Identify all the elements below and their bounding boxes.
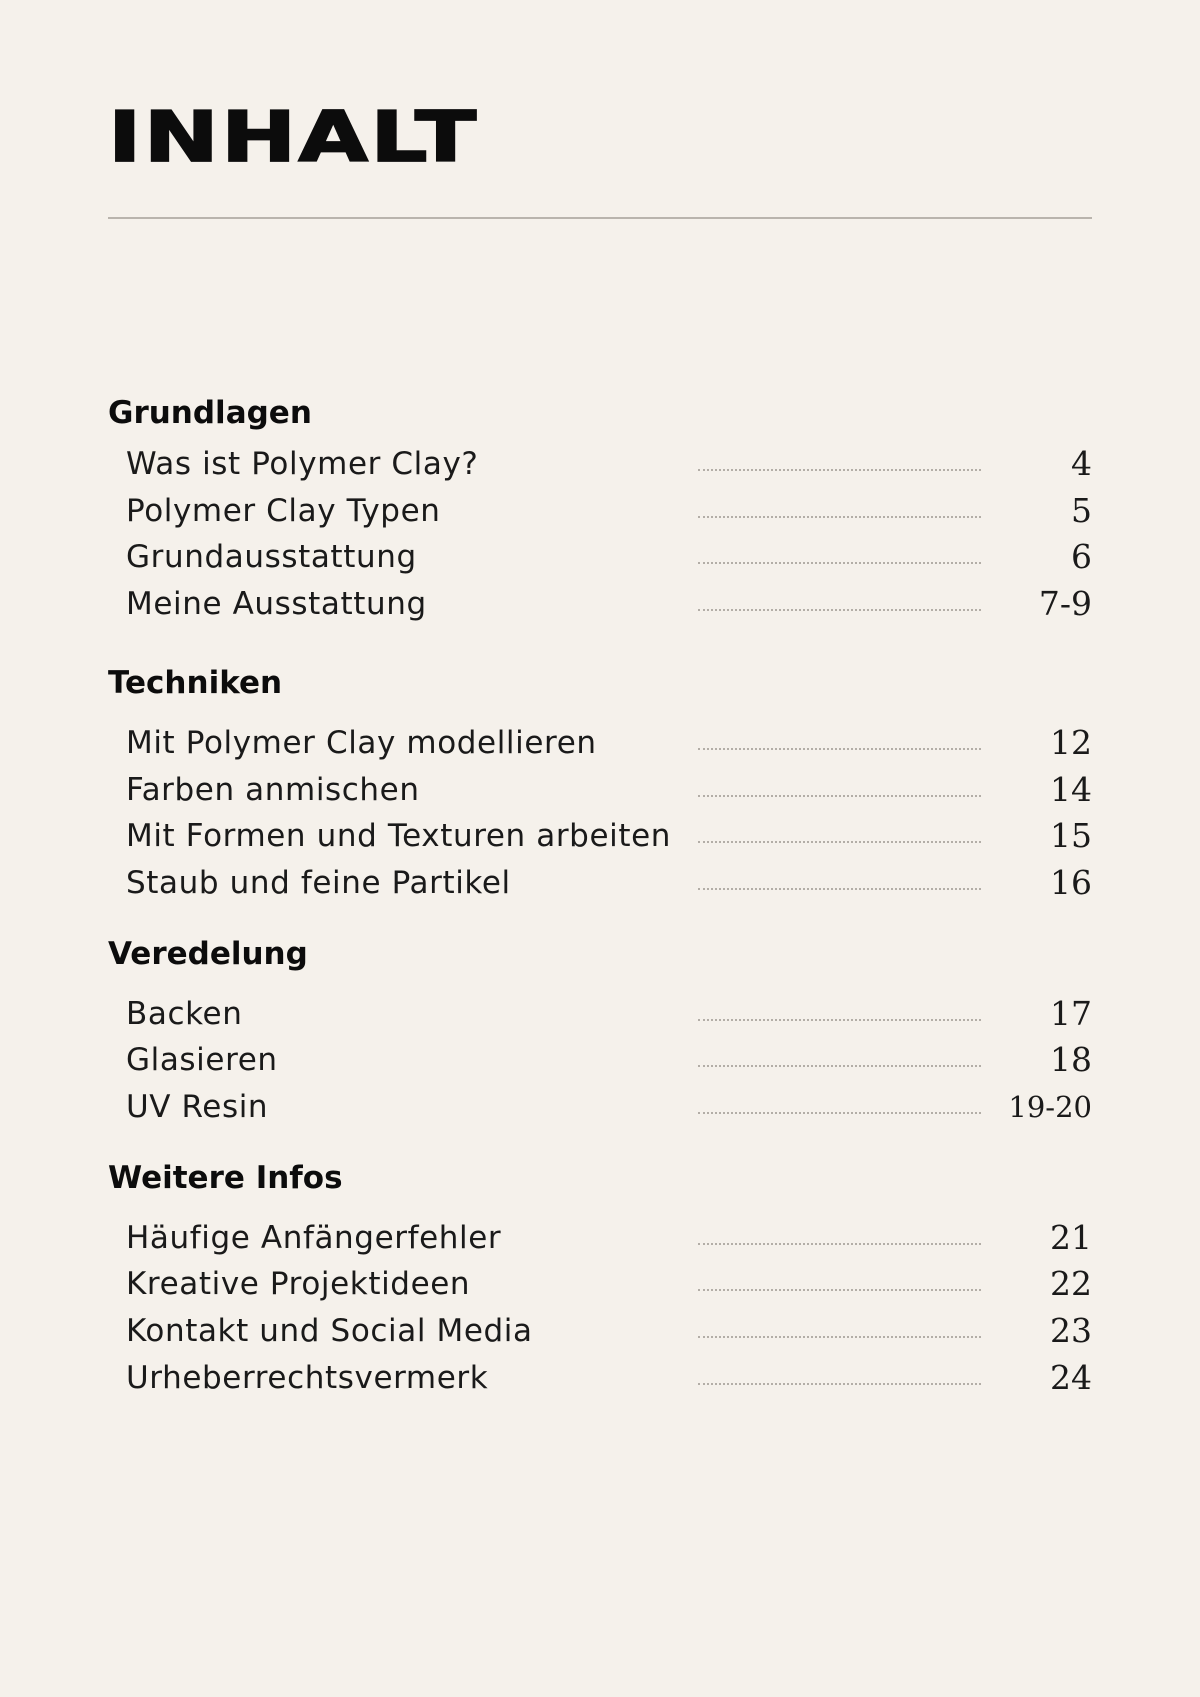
toc-entry-label: Mit Formen und Texturen arbeiten (126, 818, 672, 854)
toc-entry-page-number: 19-20 (1008, 1090, 1092, 1124)
dot-leader (698, 888, 981, 890)
toc-entry-page-number: 6 (1071, 537, 1092, 576)
dot-leader (698, 1383, 981, 1385)
dot-leader (698, 1065, 981, 1067)
toc-entry-label: Kreative Projektideen (126, 1266, 471, 1302)
dot-leader (698, 609, 981, 611)
toc-entry[interactable] (0, 1085, 1200, 1132)
dot-leader (698, 1112, 981, 1114)
toc-entry[interactable] (0, 582, 1200, 629)
dot-leader (698, 1019, 981, 1021)
toc-entry-page-number: 7-9 (1038, 584, 1092, 623)
toc-entry-page-number: 17 (1050, 994, 1092, 1033)
toc-entry-label: Backen (126, 996, 243, 1032)
dot-leader (698, 1336, 981, 1338)
section-heading: Techniken (108, 665, 283, 701)
toc-entry-label: Glasieren (126, 1042, 278, 1078)
dot-leader (698, 516, 981, 518)
dot-leader (698, 1289, 981, 1291)
toc-entry[interactable] (0, 442, 1200, 489)
toc-entry-page-number: 16 (1050, 863, 1092, 902)
toc-entry-page-number: 4 (1071, 444, 1092, 483)
toc-entry-page-number: 12 (1050, 723, 1092, 762)
toc-entry[interactable] (0, 489, 1200, 536)
toc-entry[interactable] (0, 1309, 1200, 1356)
toc-entry[interactable] (0, 721, 1200, 768)
toc-entry[interactable] (0, 1356, 1200, 1403)
toc-entry[interactable] (0, 535, 1200, 582)
page-title: INHALT (108, 95, 479, 178)
toc-entry[interactable] (0, 1216, 1200, 1263)
section-heading: Weitere Infos (108, 1160, 343, 1196)
section-heading: Veredelung (108, 936, 308, 972)
toc-entry-label: Kontakt und Social Media (126, 1313, 533, 1349)
toc-entry-page-number: 15 (1050, 816, 1092, 855)
toc-entry-page-number: 22 (1050, 1264, 1092, 1303)
toc-entry-label: Staub und feine Partikel (126, 865, 511, 901)
toc-entry[interactable] (0, 861, 1200, 908)
dot-leader (698, 795, 981, 797)
toc-entry-label: Farben anmischen (126, 772, 420, 808)
section-heading: Grundlagen (108, 395, 312, 431)
toc-entry-label: Polymer Clay Typen (126, 493, 441, 529)
toc-entry-page-number: 23 (1050, 1311, 1092, 1350)
toc-entry-label: Was ist Polymer Clay? (126, 446, 479, 482)
dot-leader (698, 469, 981, 471)
title-divider (108, 217, 1092, 219)
toc-entry[interactable] (0, 1262, 1200, 1309)
dot-leader (698, 562, 981, 564)
dot-leader (698, 748, 981, 750)
toc-entry-page-number: 14 (1050, 770, 1092, 809)
toc-entry[interactable] (0, 814, 1200, 861)
toc-entry-page-number: 5 (1071, 491, 1092, 530)
toc-entry-label: Mit Polymer Clay modellieren (126, 725, 597, 761)
toc-entry-label: Urheberrechtsvermerk (126, 1360, 489, 1396)
toc-entry-page-number: 24 (1050, 1358, 1092, 1397)
dot-leader (698, 841, 981, 843)
toc-entry-page-number: 21 (1050, 1218, 1092, 1257)
toc-entry-label: UV Resin (126, 1089, 269, 1125)
toc-entry-label: Meine Ausstattung (126, 586, 427, 622)
dot-leader (698, 1243, 981, 1245)
toc-entry[interactable] (0, 1038, 1200, 1085)
toc-entry-page-number: 18 (1050, 1040, 1092, 1079)
toc-entry[interactable] (0, 768, 1200, 815)
toc-entry-label: Grundausstattung (126, 539, 417, 575)
toc-entry[interactable] (0, 992, 1200, 1039)
toc-entry-label: Häufige Anfängerfehler (126, 1220, 502, 1256)
